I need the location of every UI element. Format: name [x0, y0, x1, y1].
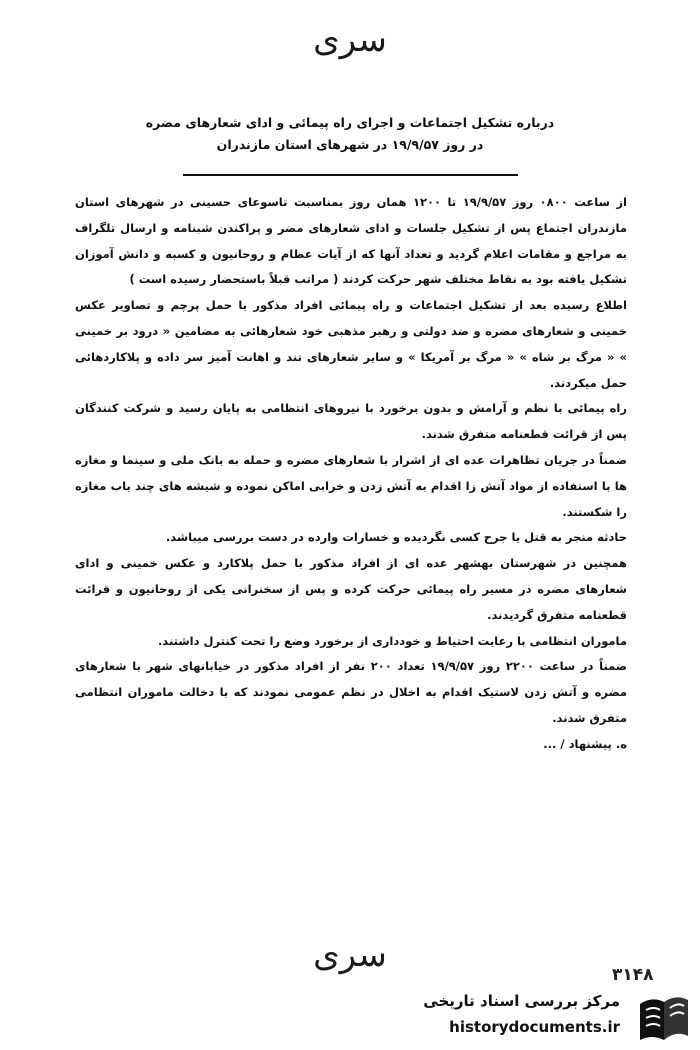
classification-stamp-bottom: سری	[313, 935, 387, 975]
body-paragraph-5: حادثه منجر به قتل یا جرح کسی نگردیده و خسارات وارده در دست بررسی میباشد.	[165, 530, 627, 545]
classification-stamp-top: سری	[313, 20, 387, 60]
body-paragraph-9: ه. پیشنهاد / ...	[543, 736, 627, 751]
watermark-name: مرکز بررسی اسناد تاریخی	[423, 992, 620, 1010]
subject-line-1: درباره تشکیل اجتماعات و اجرای راه پیمائی و ادای شعارهای مضره	[145, 115, 555, 130]
body-paragraph-3: راه پیمائی با نظم و آرامش و بدون برخورد با نیروهای انتظامی به پایان رسید و شرکت کنندگان پس از قرائت قطعنامه متفرق شدند.	[75, 401, 627, 442]
page-number: ۳۱۴۸	[612, 965, 654, 985]
body-paragraph-2: اطلاع رسیده بعد از تشکیل اجتماعات و راه پیمائی افراد مذکور با حمل پرچم و تصاویر عکس خمینی و شعارهای مضره و ضد دولتی و رهبر مذهبی خود شعارهائی به مضامین « درود بر خمینی » « مرگ بر شاه » « مرگ بر آمریکا » و سایر شعارهای تند و اهانت آمیز سر داده و پلاکاردهائی حمل میکردند.	[75, 298, 627, 390]
document-body	[75, 190, 627, 758]
subject-line-2: در روز ۱۹/۹/۵۷ در شهرهای استان مازندران	[216, 137, 484, 152]
body-paragraph-6: همچنین در شهرستان بهشهر عده ای از افراد مذکور با حمل پلاکارد و عکس خمینی و ادای شعارهای مضره در مسیر راه پیمائی حرکت کرده و پس از سخنرانی یکی از روحانیون و قرائت قطعنامه متفرق گردیدند.	[75, 556, 627, 622]
body-paragraph-1: از ساعت ۰۸۰۰ روز ۱۹/۹/۵۷ تا ۱۲۰۰ همان روز بمناسبت تاسوعای حسینی در شهرهای استان مازندران اجتماع پس از تشکیل جلسات و ادای شعارهای مضر و پراکندن شبنامه و ارسال تلگراف به مراجع و مقامات اعلام گردید و تعداد آنها که از آیات عظام و روحانیون و کسبه و دانش آموزان تشکیل یافته بود به نقاط مختلف شهر حرکت کردند ( مراتب قبلاً باستحضار رسیده است )	[75, 195, 627, 287]
archive-book-icon	[634, 990, 692, 1046]
document-subject	[120, 112, 580, 156]
watermark-site: historydocuments.ir	[449, 1018, 620, 1036]
archive-watermark	[420, 988, 700, 1050]
subject-underline	[183, 174, 518, 176]
body-paragraph-7: ماموران انتظامی با رعایت احتیاط و خودداری از برخورد وضع را تحت کنترل داشتند.	[157, 633, 627, 648]
body-paragraph-8: ضمناً در ساعت ۲۲۰۰ روز ۱۹/۹/۵۷ تعداد ۲۰۰ نفر از افراد مذکور در خیابانهای شهر با شعارهای مضره و آتش زدن لاستیک اقدام به اخلال در نظم عمومی نمودند که با دخالت ماموران انتظامی متفرق شدند.	[75, 659, 627, 725]
body-paragraph-4: ضمناً در جریان تظاهرات عده ای از اشرار با شعارهای مضره و حمله به بانک ملی و سینما و مغازه ها با استفاده از مواد آتش زا اقدام به آتش زدن و خرابی اماکن نموده و شیشه های چند باب مغازه را شکستند.	[75, 452, 627, 519]
